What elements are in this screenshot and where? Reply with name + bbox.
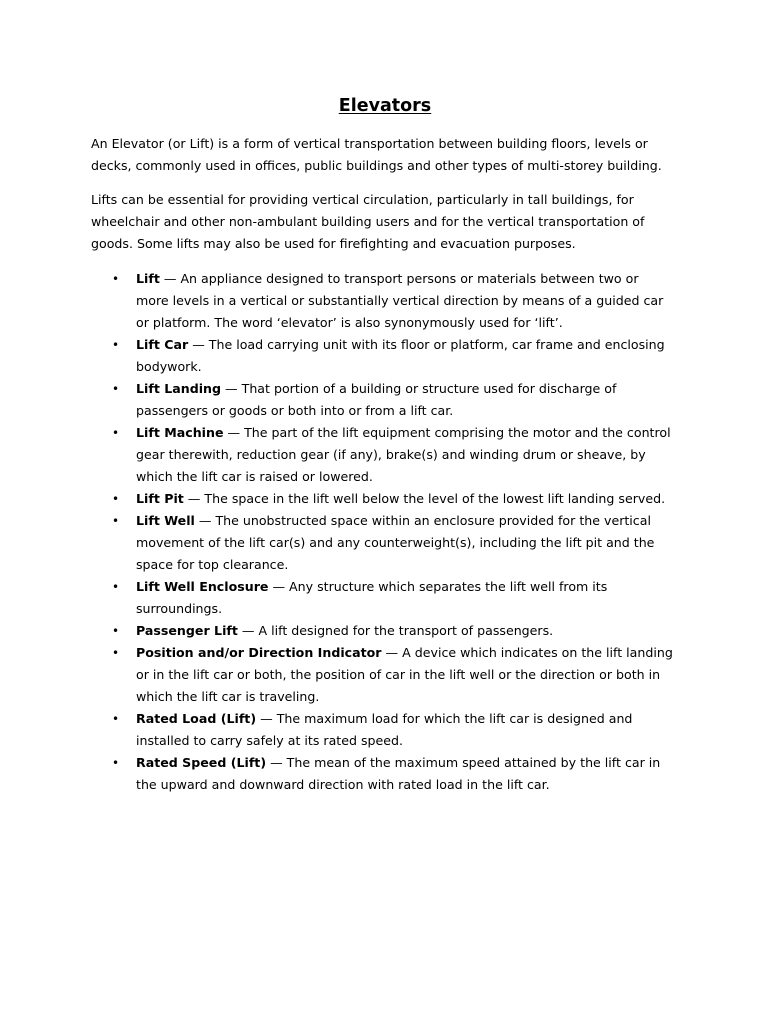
definition-text: — A device which indicates on the lift landing or in the lift car or both, the position of car in the lift well or the direction or both in which the lift car is traveling. [136,645,673,704]
definition-text: — The load carrying unit with its floor or platform, car frame and enclosing bodywork. [136,337,665,374]
definition-list [91,268,673,796]
list-item [91,378,673,422]
definition-term: Rated Load (Lift) [136,711,257,726]
purpose-paragraph: Lifts can be essential for providing vertical circulation, particularly in tall buildings, for wheelchair and other non-ambulant building users and for the vertical transportation of goods. Some lifts may also be used for firefighting and evacuation purposes. [91,192,645,251]
definition-text: — The unobstructed space within an enclosure provided for the vertical movement of the lift car(s) and any counterweight(s), including the lift pit and the space for top clearance. [136,513,655,572]
definition-term: Lift Pit [136,491,184,506]
definition-term: Lift Car [136,337,189,352]
page-title: Elevators [338,96,432,116]
definition-term: Position and/or Direction Indicator [136,645,382,660]
intro-paragraph: An Elevator (or Lift) is a form of vertical transportation between building floors, levels or decks, commonly used in offices, public buildings and other types of multi-storey building. [91,136,662,173]
definition-term: Rated Speed (Lift) [136,755,267,770]
bullet-icon: • [112,756,120,770]
bullet-icon: • [112,338,120,352]
definition-term: Lift [136,271,160,286]
definition-text: — Any structure which separates the lift well from its surroundings. [136,579,608,616]
list-item [91,510,673,576]
list-item [91,642,673,708]
definition-text: — That portion of a building or structure used for discharge of passengers or goods or both into or from a lift car. [136,381,617,418]
bullet-icon: • [112,712,120,726]
definition-term: Lift Well Enclosure [136,579,269,594]
bullet-icon: • [112,514,120,528]
bullet-icon: • [112,646,120,660]
definition-text: — An appliance designed to transport persons or materials between two or more levels in a vertical or substantially vertical direction by means of a guided car or platform. The word ‘elevator’ is also synonymously used for ‘lift’. [136,271,664,330]
definition-text: — A lift designed for the transport of passengers. [237,623,554,638]
list-item [91,488,673,510]
list-item [91,576,673,620]
list-item [91,620,673,642]
bullet-icon: • [112,382,120,396]
definition-text: — The space in the lift well below the level of the lowest lift landing served. [183,491,666,506]
definition-text: — The maximum load for which the lift car is designed and installed to carry safely at its rated speed. [136,711,633,748]
list-item [91,708,673,752]
list-item [91,334,673,378]
bullet-icon: • [112,272,120,286]
bullet-icon: • [112,426,120,440]
bullet-icon: • [112,580,120,594]
definition-term: Passenger Lift [136,623,238,638]
definition-term: Lift Landing [136,381,222,396]
definition-text: — The part of the lift equipment comprising the motor and the control gear therewith, reduction gear (if any), brake(s) and winding drum or sheave, by which the lift car is raised or lowered. [136,425,671,484]
bullet-icon: • [112,624,120,638]
definition-term: Lift Machine [136,425,224,440]
list-item [91,752,673,796]
definition-text: — The mean of the maximum speed attained by the lift car in the upward and downward direction with rated load in the lift car. [136,755,661,792]
definition-term: Lift Well [136,513,195,528]
list-item [91,422,673,488]
list-item [91,268,673,334]
bullet-icon: • [112,492,120,506]
